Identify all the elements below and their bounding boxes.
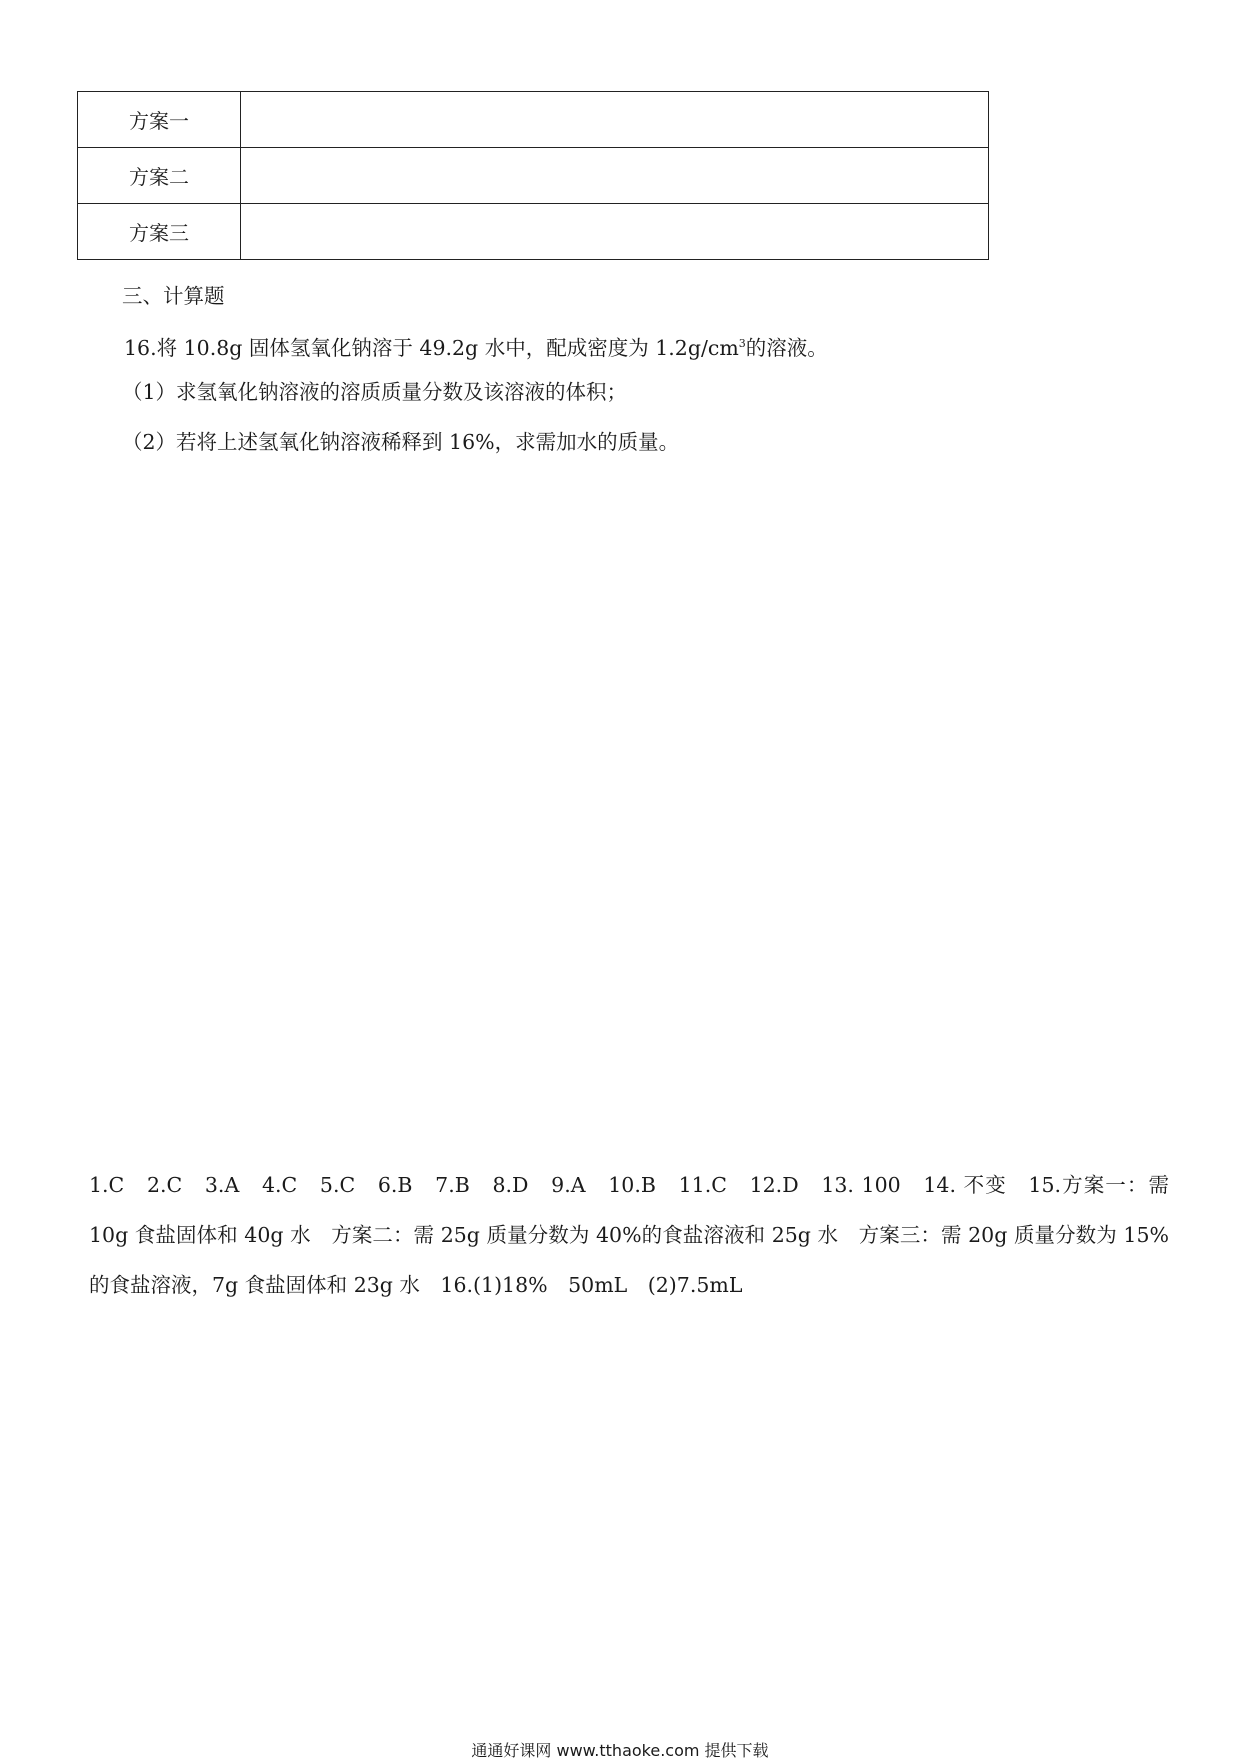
table-row (78, 204, 989, 260)
scheme-label: 方案一 (78, 92, 241, 148)
table-row (78, 148, 989, 204)
scheme-answer-cell (241, 204, 989, 260)
section-title: 三、计算题 (122, 284, 225, 308)
question-16-stem-text: 16.将 10.8g 固体氢氧化钠溶于 49.2g 水中，配成密度为 1.2g/cm (124, 335, 739, 360)
scheme-label: 方案二 (78, 148, 241, 204)
scheme-answer-cell (241, 92, 989, 148)
question-16-part-1: （1）求氢氧化钠溶液的溶质质量分数及该溶液的体积； (122, 380, 628, 404)
question-16-stem-end: 的溶液。 (745, 335, 828, 360)
question-16-stem (124, 330, 828, 362)
page-footer: 通通好课网 www.tthaoke.com 提供下载 (471, 1741, 769, 1760)
table-row (78, 92, 989, 148)
answer-key: 1.C 2.C 3.A 4.C 5.C 6.B 7.B 8.D 9.A 10.B 11.C 12.D 13. 100 14. 不变 15.方案一：需 10g 食盐固体和 40g 水 方案二：需 25g 质量分数为 40%的食盐溶液和 25g 水 方案三：需 20g 质量分数为 15%的食盐溶液，7g 食盐固体和 23g 水 16.(1)18% 50mL (2)7.5mL (89, 1173, 1169, 1297)
scheme-label: 方案三 (78, 204, 241, 260)
superscript-3: 3 (738, 337, 746, 350)
scheme-table (77, 91, 989, 260)
question-16-part-2: （2）若将上述氢氧化钠溶液稀释到 16%，求需加水的质量。 (122, 430, 680, 454)
scheme-answer-cell (241, 148, 989, 204)
